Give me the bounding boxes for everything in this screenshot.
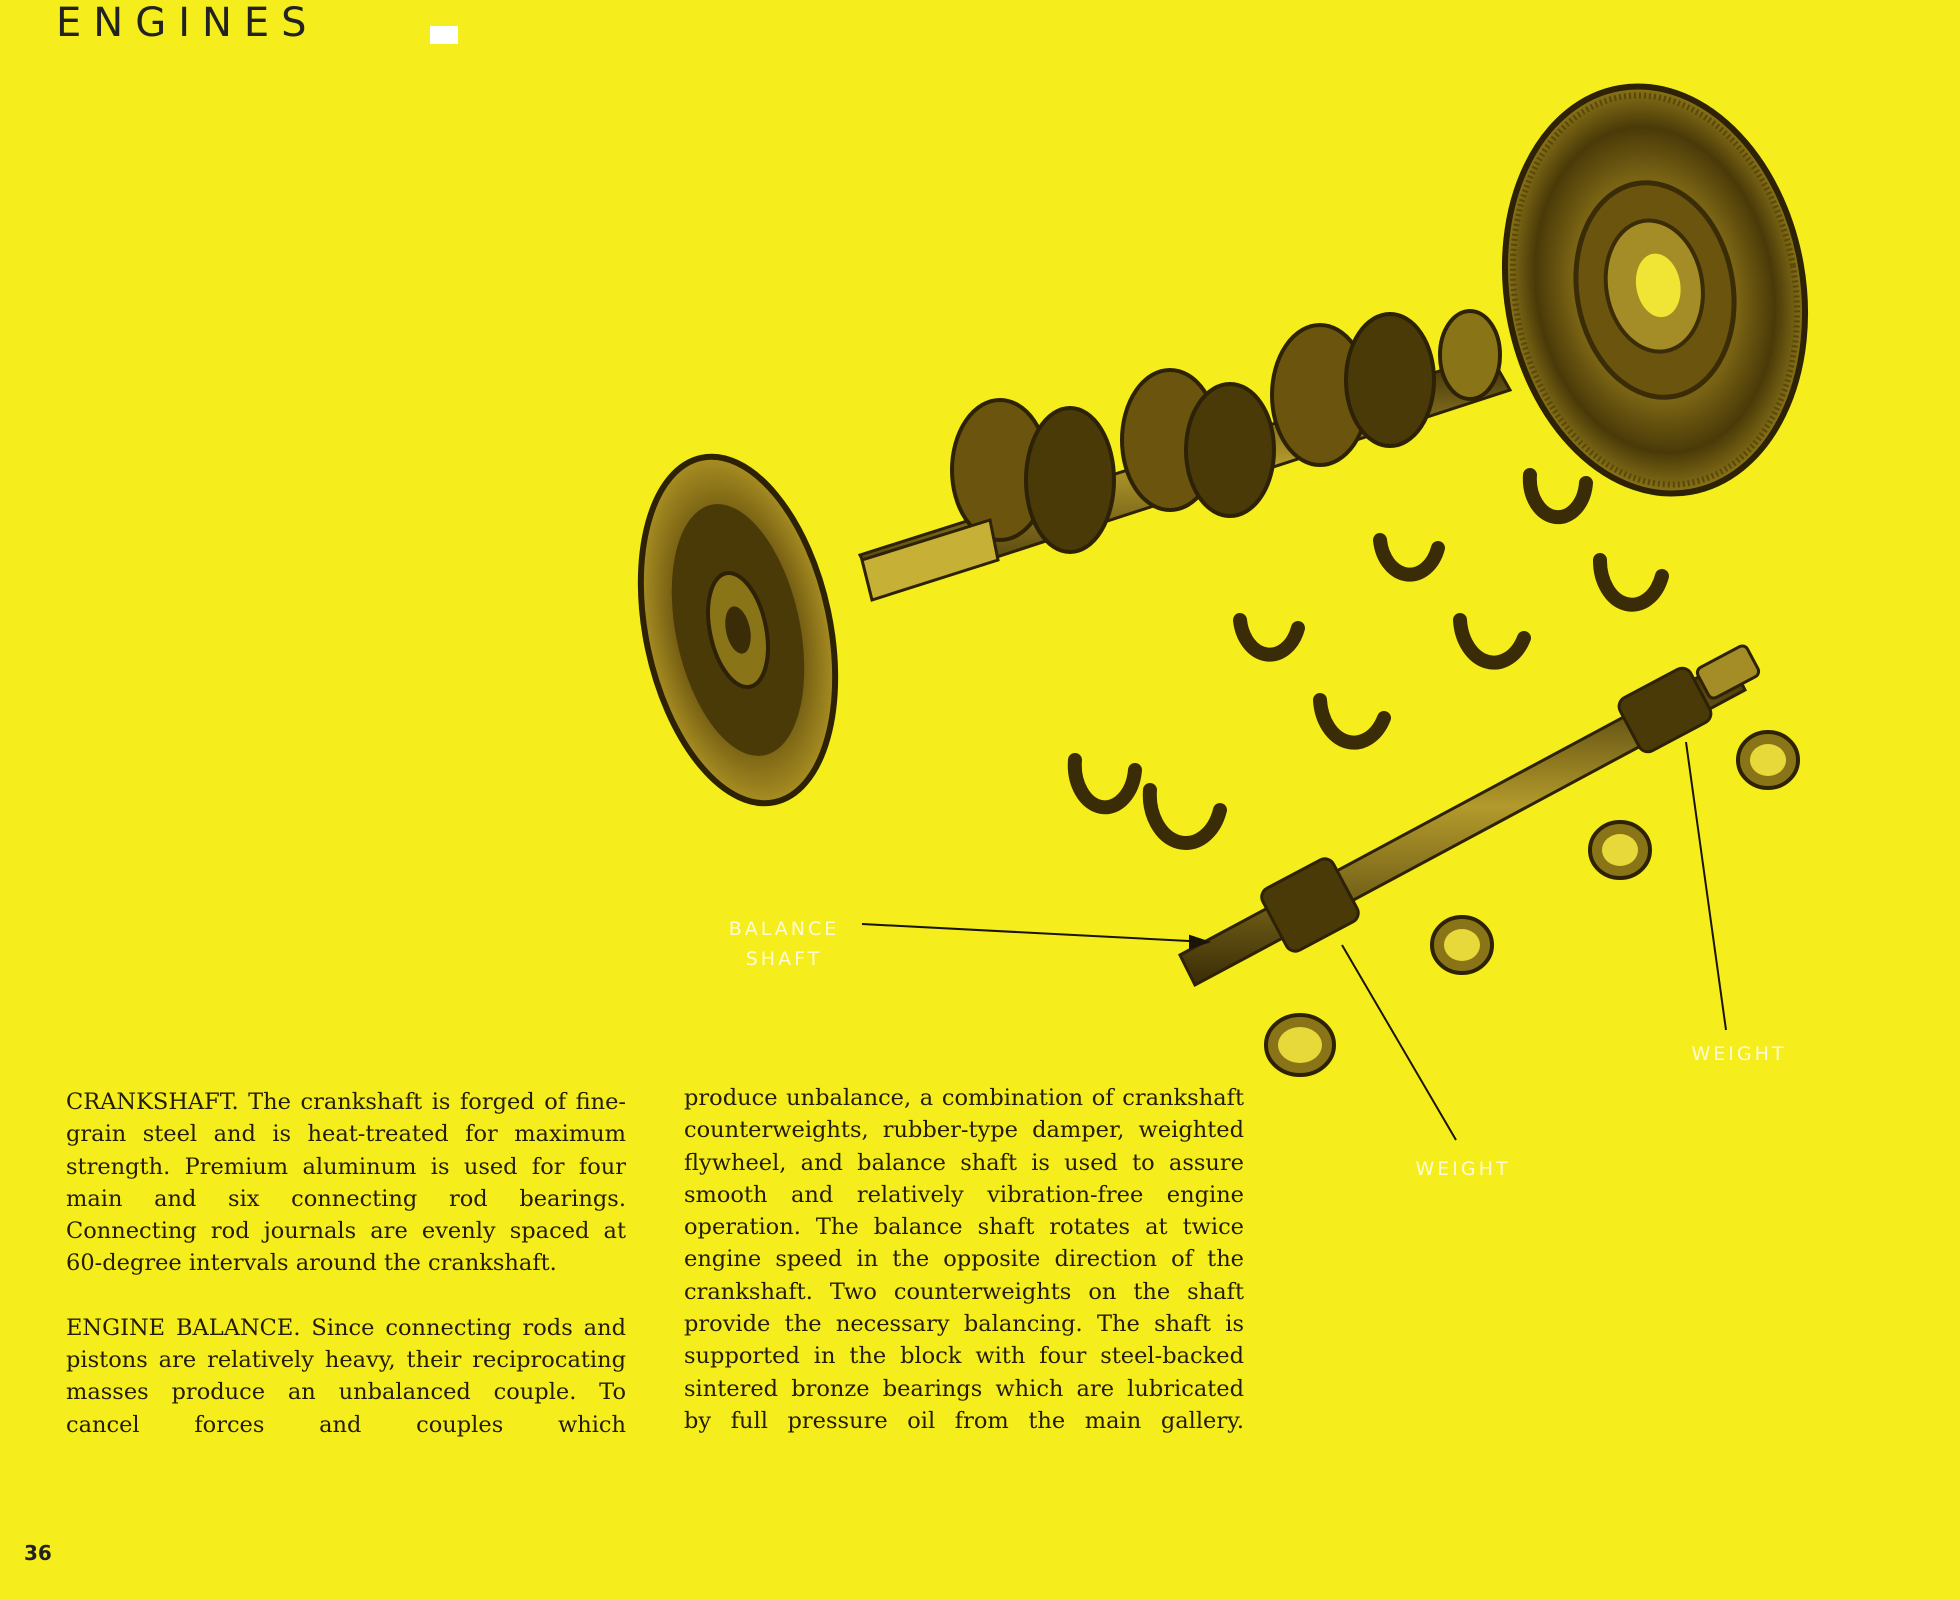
bearing-shell <box>1320 700 1384 743</box>
damper <box>611 439 864 822</box>
bearing-shell <box>1460 620 1524 663</box>
engine-balance-paragraph: ENGINE BALANCE. Since connecting rods and pistons are relatively heavy, their reciprocating masses produce an unbalanced couple. To cancel forces and couples which <box>66 1314 626 1438</box>
crankshaft <box>860 311 1510 600</box>
bearing-shell <box>1240 620 1298 655</box>
section-title: ENGINES <box>56 0 319 46</box>
right-text-column <box>684 1082 1244 1437</box>
bearing-shell <box>1150 790 1220 843</box>
balance-shaft-leader <box>862 924 1208 942</box>
balance-shaft-label <box>724 914 844 974</box>
page-number: 36 <box>24 1541 52 1565</box>
bearing-shells <box>1075 475 1662 843</box>
balance-shaft-label-line1: BALANCE <box>728 918 840 940</box>
bearing-shell <box>1530 475 1586 517</box>
weight-label-right: WEIGHT <box>1691 1043 1787 1065</box>
bearing-shell <box>1380 540 1438 575</box>
weight-leader-right <box>1686 742 1726 1030</box>
weight-label-bottom: WEIGHT <box>1415 1158 1511 1180</box>
bearing-shell <box>1600 560 1662 605</box>
crankshaft-paragraph: CRANKSHAFT. The crankshaft is forged of fine-grain steel and is heat-treated for maximum strength. Premium aluminum is used for four main and six connecting rod bearings. Connecting rod journals are evenly spaced at 60-degree intervals around the crankshaft. <box>66 1089 626 1277</box>
left-text-column <box>66 1086 626 1441</box>
engine-balance-continued-paragraph: produce unbalance, a combination of crankshaft counterweights, rubber-type damper, weighted flywheel, and balance shaft is used to assure smooth and relatively vibration-free engine operation. The balance shaft rotates at twice engine speed in the opposite direction of the crankshaft. Two counterweights on the shaft provide the necessary balancing. The shaft is supported in the block with four steel-backed sintered bronze bearings which are lubricated by full pressure oil from the main gallery. <box>684 1085 1244 1434</box>
balance-shaft-label-line2: SHAFT <box>745 948 823 970</box>
weight-leader-bottom <box>1342 945 1456 1140</box>
bearing-shell <box>1075 760 1135 807</box>
flywheel <box>1474 62 1837 517</box>
